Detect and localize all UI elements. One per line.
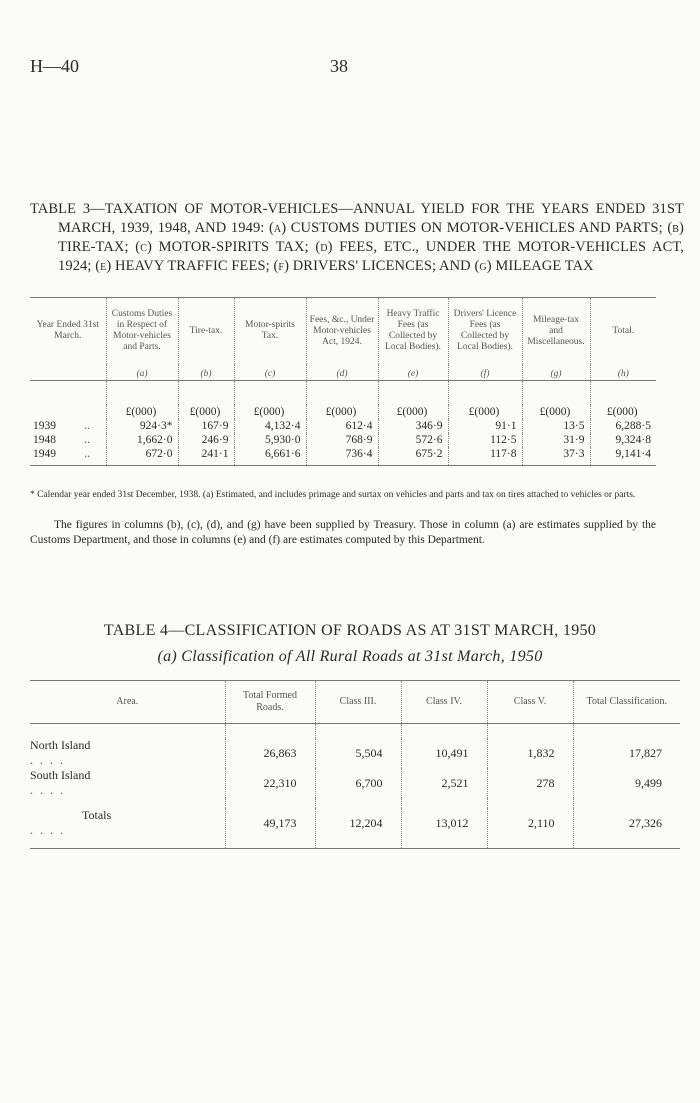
t3-unit: £(000)	[106, 405, 178, 419]
t3-letter: (a)	[106, 364, 178, 381]
t3-cell: 572·6	[378, 433, 448, 447]
t3-letter: (f)	[448, 364, 522, 381]
t3-unit	[30, 405, 106, 419]
table4-subtitle: (a) Classification of All Rural Roads at 31st March, 1950	[157, 648, 543, 665]
t3-header-heavy-traffic: Heavy Traffic Fees (as Collected by Local Bodies).	[378, 298, 448, 365]
t4-cell: 27,326	[573, 808, 680, 849]
t4-cell: 1,832	[487, 738, 573, 768]
t3-cell: 612·4	[306, 419, 378, 433]
t4-cell: 13,012	[401, 808, 487, 849]
t3-cell: 6,661·6	[234, 447, 306, 466]
page-number: 38	[330, 56, 348, 76]
t3-year: 1949	[33, 448, 56, 460]
t4-cell: 22,310	[225, 768, 315, 798]
t3-letter: (c)	[234, 364, 306, 381]
t3-cell: 9,141·4	[590, 447, 656, 466]
t3-cell: 167·9	[178, 419, 234, 433]
t3-cell: 241·1	[178, 447, 234, 466]
t3-cell: 346·9	[378, 419, 448, 433]
t3-header-total: Total.	[590, 298, 656, 365]
t4-cell: 12,204	[315, 808, 401, 849]
leader-dots: . . . .	[30, 753, 65, 767]
t3-header-mileage: Mileage-tax and Miscellaneous.	[522, 298, 590, 365]
t3-letter: (h)	[590, 364, 656, 381]
t3-unit: £(000)	[448, 405, 522, 419]
t3-unit: £(000)	[234, 405, 306, 419]
t3-cell: 4,132·4	[234, 419, 306, 433]
t3-letter	[30, 364, 106, 381]
t4-cell: 5,504	[315, 738, 401, 768]
t3-cell: 91·1	[448, 419, 522, 433]
t3-cell: 924·3*	[106, 419, 178, 433]
table-row	[30, 738, 680, 768]
t4-cell: 17,827	[573, 738, 680, 768]
table-row	[30, 433, 656, 447]
t4-cell: 6,700	[315, 768, 401, 798]
leader-dots: . . . .	[30, 823, 65, 837]
t3-cell: 31·9	[522, 433, 590, 447]
t3-header-year: Year Ended 31st March.	[30, 298, 106, 365]
t3-header-motor-spirits: Motor-spirits Tax.	[234, 298, 306, 365]
t3-unit: £(000)	[522, 405, 590, 419]
leader-dots: . . . .	[30, 783, 65, 797]
t3-unit: £(000)	[178, 405, 234, 419]
t4-cell: 2,521	[401, 768, 487, 798]
page-code: H—40	[30, 56, 79, 76]
table-row	[30, 768, 680, 798]
t4-cell: 10,491	[401, 738, 487, 768]
t4-totals-label: Totals	[82, 808, 112, 822]
t3-header-fees: Fees, &c., Under Motor-vehicles Act, 1924.	[306, 298, 378, 365]
t3-header-customs: Customs Duties in Respect of Motor-vehicles and Parts.	[106, 298, 178, 365]
t4-cell: 2,110	[487, 808, 573, 849]
t3-letter: (g)	[522, 364, 590, 381]
table4	[30, 680, 680, 849]
table-row-totals	[30, 808, 680, 849]
t4-header-total-formed: Total Formed Roads.	[225, 681, 315, 724]
leader-dots: ..	[84, 420, 90, 432]
t3-unit: £(000)	[590, 405, 656, 419]
t4-header-total-classification: Total Classification.	[573, 681, 680, 724]
t3-cell: 13·5	[522, 419, 590, 433]
t3-letter: (b)	[178, 364, 234, 381]
t3-cell: 117·8	[448, 447, 522, 466]
t4-header-class-v: Class V.	[487, 681, 573, 724]
table3-note: The figures in columns (b), (c), (d), and (g) have been supplied by Treasury. Those in column (a) are estimates supplied by the Customs Department, and those in columns (e) and (f) are estimates computed by this Department.	[30, 519, 656, 546]
t4-cell: 9,499	[573, 768, 680, 798]
t3-cell: 112·5	[448, 433, 522, 447]
t3-cell: 672·0	[106, 447, 178, 466]
table-row	[30, 419, 656, 433]
t3-letter: (e)	[378, 364, 448, 381]
t3-cell: 6,288·5	[590, 419, 656, 433]
t4-header-class-iii: Class III.	[315, 681, 401, 724]
leader-dots: ..	[84, 448, 90, 460]
t3-cell: 1,662·0	[106, 433, 178, 447]
t3-cell: 736·4	[306, 447, 378, 466]
t4-cell: 278	[487, 768, 573, 798]
table3-title: TABLE 3—TAXATION OF MOTOR-VEHICLES—ANNUAL YIELD FOR THE YEARS ENDED 31ST MARCH, 1939, 1948, AND 1949: (a) CUSTOMS DUTIES ON MOTOR-VEHICLES AND PARTS; (b) TIRE-TAX; (c) MOTOR-SPIRITS TAX; (d) FEES, ETC., UNDER THE MOTOR-VEHICLES ACT, 1924; (e) HEAVY TRAFFIC FEES; (f) DRIVERS' LICENCES; AND (g) MILEAGE TAX	[30, 201, 684, 274]
t4-header-area: Area.	[30, 681, 225, 724]
t3-cell: 768·9	[306, 433, 378, 447]
t3-cell: 246·9	[178, 433, 234, 447]
t3-cell: 9,324·8	[590, 433, 656, 447]
t3-cell: 675·2	[378, 447, 448, 466]
t3-year: 1939	[33, 420, 56, 432]
t4-area: South Island	[30, 768, 91, 782]
leader-dots: ..	[84, 434, 90, 446]
table-row	[30, 447, 656, 466]
t3-cell: 5,930·0	[234, 433, 306, 447]
table4-title: TABLE 4—CLASSIFICATION OF ROADS AS AT 31ST MARCH, 1950	[103, 622, 597, 639]
t4-cell: 49,173	[225, 808, 315, 849]
table3-footnote: * Calendar year ended 31st December, 1938. (a) Estimated, and includes primage and surtax on vehicles and parts and tax on tires attached to vehicles or parts.	[30, 490, 636, 500]
table3	[30, 297, 656, 466]
t3-cell: 37·3	[522, 447, 590, 466]
t4-header-class-iv: Class IV.	[401, 681, 487, 724]
t3-year: 1948	[33, 434, 56, 446]
t4-cell: 26,863	[225, 738, 315, 768]
t3-header-tire: Tire-tax.	[178, 298, 234, 365]
t3-letter: (d)	[306, 364, 378, 381]
t3-unit: £(000)	[378, 405, 448, 419]
t3-unit: £(000)	[306, 405, 378, 419]
t3-header-drivers: Drivers' Licence Fees (as Collected by Local Bodies).	[448, 298, 522, 365]
t4-area: North Island	[30, 738, 91, 752]
